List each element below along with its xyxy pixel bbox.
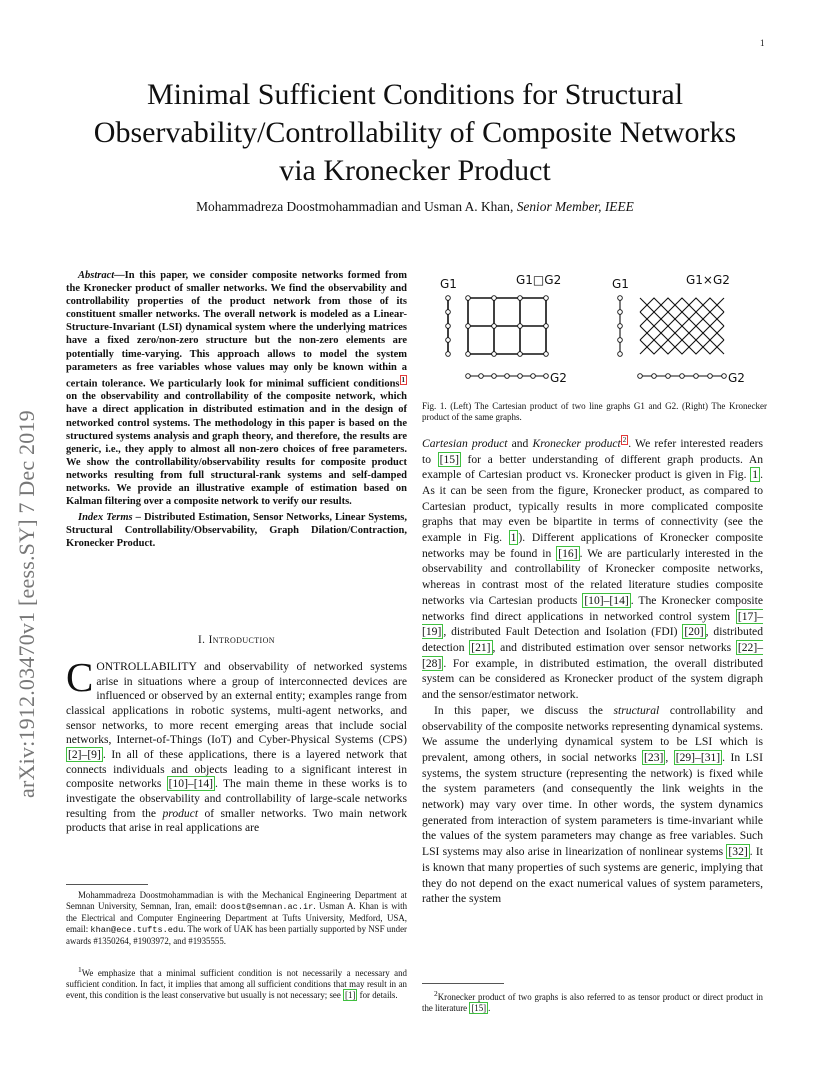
citation-link[interactable]: [2]–[9] xyxy=(68,747,101,761)
footnote-rule-right xyxy=(422,983,504,984)
citation-link[interactable]: [20] xyxy=(684,625,704,639)
term: Cartesian product xyxy=(422,436,508,450)
footnote-text: for details. xyxy=(357,989,398,1000)
body-text: . For example, in distributed estimation, the overall distributed system can be considered as Kronecker product of the system digraph and the sensor/estimator network. xyxy=(422,656,763,702)
citation-link[interactable]: [23] xyxy=(644,750,664,764)
page-number: 1 xyxy=(760,38,765,48)
arxiv-id: arXiv:1912.03470v1 [eess.SY] 7 Dec 2019 xyxy=(14,410,39,798)
figure-1 xyxy=(420,266,765,396)
citation-link[interactable]: [32] xyxy=(728,845,748,859)
term: structural xyxy=(613,703,660,717)
citation-link[interactable]: [15] xyxy=(471,1002,487,1013)
cartesian-graph xyxy=(448,298,546,376)
abstract-label: Abstract xyxy=(78,270,115,281)
citation-link[interactable]: [15] xyxy=(439,452,459,466)
body-text: , and distributed estimation over sensor networks xyxy=(492,641,736,654)
label-g1-left: G1 xyxy=(440,277,457,291)
abstract xyxy=(66,269,407,550)
abstract-body: —In this paper, we consider composite networks formed from the Kronecker product of smaller networks. We find the observability and controllability properties of the product network from those of its constituent smaller networks. The overall network is modeled as a Linear-Structure-Invariant (LSI) dynamical system where the underlying matrices have a fixed zero/non-zero structure but the non-zero elements are potentially time-varying. This approach allows to model the system parameters as free variables whose values may only be known within a certain tolerance. We particularly look for minimal sufficient conditions xyxy=(66,270,407,390)
footnote-marker-1[interactable]: 1 xyxy=(401,375,405,384)
abstract-body-2: on the observability and controllability of the composite network, which have a direct application in distributed estimation and in the design of networked control systems. The methodology in this paper is based on the structured systems analysis and graph theory, and therefore, the results are generic, i.e., they apply to almost all non-zero choices of free parameters. We show the controllability/observability results for composite product networks resulting from full structural-rank systems and self-damped networks. We provide an illustrative example of estimation based on Kalman filtering over a composite network to verify our results. xyxy=(66,391,407,508)
intro-text: of smaller networks. Two main network products that arise in real applications are xyxy=(66,806,407,835)
body-text: ). Different applications of Kronecker composite networks may be found in xyxy=(422,531,763,560)
intro-emphasis: product xyxy=(162,806,199,820)
body-text: , distributed detection xyxy=(422,625,763,654)
email-link[interactable]: doost@semnan.ac.ir xyxy=(220,902,314,912)
body-text: and xyxy=(507,436,533,450)
email-link[interactable]: khan@ece.tufts.edu xyxy=(90,925,184,935)
citation-link[interactable]: [29]–[31] xyxy=(675,750,721,764)
label-g2-right: G2 xyxy=(728,371,745,385)
citation-link[interactable]: [10]–[14] xyxy=(584,593,629,607)
citation-link[interactable]: [21] xyxy=(471,641,491,654)
body-text: . In LSI systems, the system structure (representing the network) is fixed while the system parameters (and consequently the link weights in the network) may vary over time. In other words, the system dynamics generated from interaction of system parameters is time-invariant while the values of the system parameters may change as free variables. Such LSI systems may also arise in linearization of nonlinear systems xyxy=(422,750,763,859)
footnote-text: . xyxy=(488,1002,491,1013)
dropcap: C xyxy=(66,654,94,700)
citation-link[interactable]: [16] xyxy=(558,546,578,560)
figure-link[interactable]: 1 xyxy=(752,468,759,482)
footnote-text: . The work of UAK has been partially supported by NSF under awards #1350264, #1903972, and #1935555. xyxy=(66,924,407,946)
body-text: . We refer interested readers to xyxy=(422,436,763,466)
footnote-text: We emphasize that a minimal sufficient condition is not necessarily a necessary and sufficient condition. In fact, it implies that among all sufficient conditions that may result in an event, this condition is the least conservative but usually is not necessary; see xyxy=(66,967,407,1000)
section-heading: I. Introduction xyxy=(198,634,275,646)
right-column xyxy=(422,433,763,907)
footnote-mark: 2 xyxy=(434,989,438,998)
label-kronecker: G1×G2 xyxy=(686,273,730,287)
body-text: In this paper, we discuss the xyxy=(434,703,614,717)
paper-title: Minimal Sufficient Conditions for Structural Observability/Controllability of Composite Networks via Kronecker Product xyxy=(93,78,737,187)
citation-link[interactable]: [17]–[19] xyxy=(422,609,763,639)
figure-link[interactable]: 1 xyxy=(510,531,517,545)
arxiv-watermark xyxy=(14,278,44,798)
body-text: , xyxy=(665,750,674,764)
index-terms-label: Index Terms xyxy=(78,512,133,524)
intro-text: ONTROLLABILITY and observability of networked systems arise in situations where a group of interconnected devices are influenced or observed by an external entity; examples range from classical applications in robotic systems, multi-agent networks, and sensor networks, to more recent emerging areas that include social networks, Internet-of-Things (IoT) and Cyber-Physical Systems (CPS) xyxy=(66,660,407,747)
intro-paragraph xyxy=(66,654,407,836)
kronecker-graph xyxy=(620,298,724,376)
body-text: for a better understanding of different graph products. An example of Cartesian product vs. Kronecker product is given in Fig. xyxy=(422,452,764,482)
citation-link[interactable]: [1] xyxy=(345,989,356,1000)
authors-membership: Senior Member, IEEE xyxy=(516,199,634,214)
footnote-rule xyxy=(66,884,148,885)
body-text: . It is known that many properties of such systems are generic, implying that they do not depend on the exact numerical values of system parameters, rather the system xyxy=(422,845,763,906)
label-g2-left: G2 xyxy=(550,371,567,385)
footnote-marker-2[interactable]: 2 xyxy=(622,436,627,444)
citation-link[interactable]: [22]–[28] xyxy=(422,641,763,670)
term: Kronecker product xyxy=(532,436,621,450)
intro-text: . In all of these applications, there is a layered network that connects individuals and objects leading to a significant interest in composite networks xyxy=(66,747,407,791)
intro-text: . The main theme in these works is to investigate the observability and controllability of large-scale networks resulting from the xyxy=(66,777,407,820)
footnote-text: Mohammadreza Doostmohammadian is with the Mechanical Engineering Department at Semnan University, Semnan, Iran, email: xyxy=(66,890,407,911)
body-text: . We are particularly interested in the observability and controllability of Kronecker composite networks, whereas in contrast most of the related literature studies composite networks via Cartesian products xyxy=(422,546,763,607)
label-cartesian: G1□G2 xyxy=(516,273,562,287)
body-text: . As it can be seen from the figure, Kronecker product, as compared to Cartesian product, typically results in more complicated composite graphs that may even be bipartite in terms of connectivity (see the example in Fig. xyxy=(422,468,763,545)
footnote-text: . Usman A. Khan is with the Electrical and Computer Engineering Department at Tufts University, Medford, USA, email: xyxy=(66,901,408,934)
citation-link[interactable]: [10]–[14] xyxy=(168,777,214,791)
authors xyxy=(90,199,740,215)
authors-names: Mohammadreza Doostmohammadian and Usman A. Khan, xyxy=(196,199,517,214)
label-g1-right: G1 xyxy=(612,277,629,291)
footnote-1 xyxy=(66,964,407,1001)
affiliation-footnote xyxy=(66,890,407,947)
footnote-2 xyxy=(422,988,763,1014)
footnote-text: Kronecker product of two graphs is also referred to as tensor product or direct product in the literature xyxy=(422,991,763,1013)
index-terms: – Distributed Estimation, Sensor Networks, Linear Systems, Structural Controllability/Observability, Graph Dilation/Contraction, Kronecker Product. xyxy=(66,512,407,550)
body-text: controllability and observability of the composite networks representing dynamical systems. We assume the underlying dynamical system to be LSI which is prevalent, among others, in social networks xyxy=(422,703,763,764)
body-text: . The Kronecker composite networks find direct applications in networked control system xyxy=(422,593,763,623)
body-text: , distributed Fault Detection and Isolation (FDI) xyxy=(443,625,683,639)
footnote-mark: 1 xyxy=(78,965,82,974)
figure-caption: Fig. 1. (Left) The Cartesian product of two line graphs G1 and G2. (Right) The Kronecker product of the same graphs. xyxy=(422,401,767,423)
